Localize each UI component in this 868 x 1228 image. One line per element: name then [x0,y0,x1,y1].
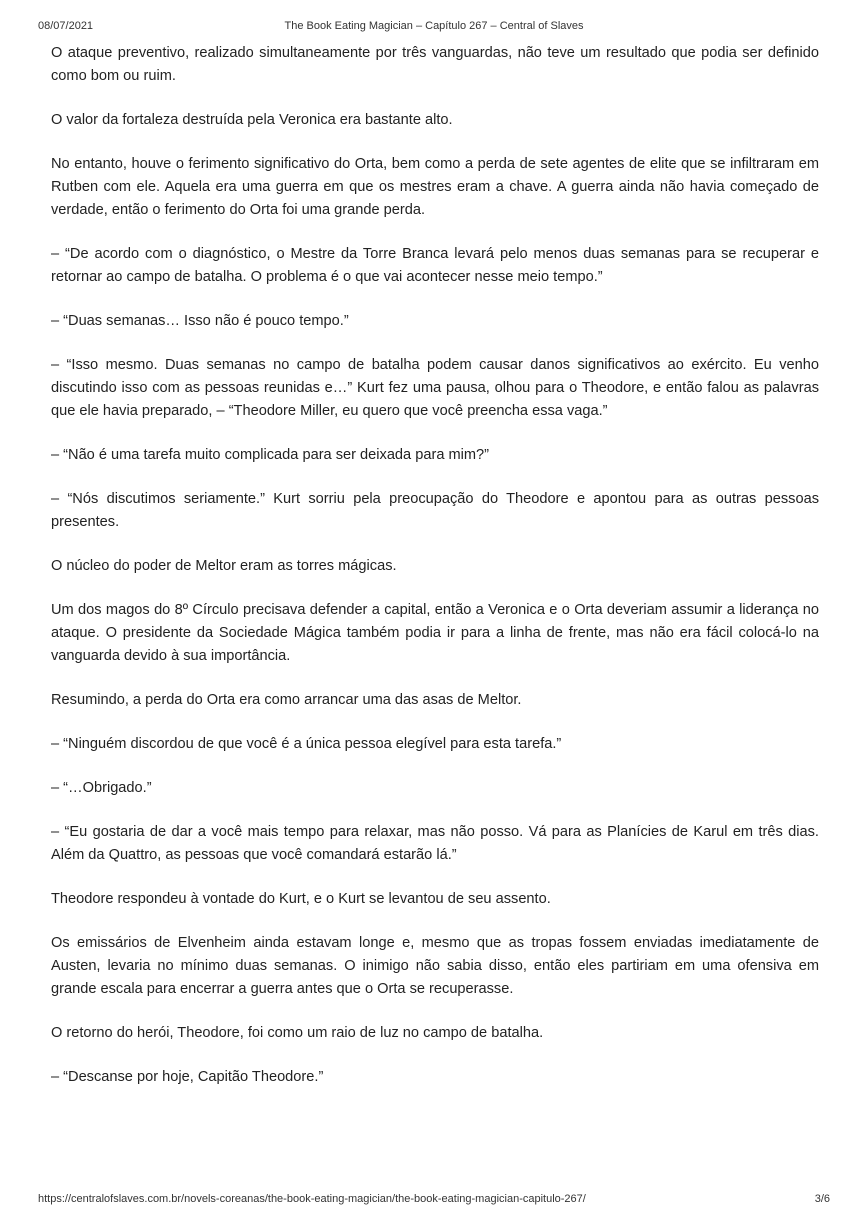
paragraph: Resumindo, a perda do Orta era como arrancar uma das asas de Meltor. [51,692,522,708]
print-footer [38,1193,830,1205]
paragraph: Um dos magos do 8º Círculo precisava defender a capital, então a Veronica e o Orta deveriam assumir a liderança no ataque. O presidente da Sociedade Mágica também podia ir para a linha de frente, mas não era fácil colocá-lo na vanguarda devido à sua importância. [51,602,819,664]
paragraph: O núcleo do poder de Meltor eram as torres mágicas. [51,558,397,574]
paragraph: O valor da fortaleza destruída pela Veronica era bastante alto. [51,112,453,128]
article-body [51,42,819,1110]
page-url: https://centralofslaves.com.br/novels-coreanas/the-book-eating-magician/the-book-eating-magician-capitulo-267/ [38,1193,586,1205]
print-header [38,20,830,32]
paragraph: – “Descanse por hoje, Capitão Theodore.” [51,1069,324,1085]
page-title: The Book Eating Magician – Capítulo 267 – Central of Slaves [284,20,584,32]
paragraph: – “Ninguém discordou de que você é a única pessoa elegível para esta tarefa.” [51,736,562,752]
paragraph: O retorno do herói, Theodore, foi como um raio de luz no campo de batalha. [51,1025,544,1041]
paragraph: O ataque preventivo, realizado simultaneamente por três vanguardas, não teve um resultado que podia ser definido como bom ou ruim. [51,45,819,84]
print-date: 08/07/2021 [38,20,94,32]
paragraph: – “Eu gostaria de dar a você mais tempo para relaxar, mas não posso. Vá para as Planícies de Karul em três dias. Além da Quattro, as pessoas que você comandará estarão lá.” [51,824,819,863]
paragraph: No entanto, houve o ferimento significativo do Orta, bem como a perda de sete agentes de elite que se infiltraram em Rutben com ele. Aquela era uma guerra em que os mestres eram a chave. A guerra ainda não havia começado de verdade, então o ferimento do Orta foi uma grande perda. [51,156,819,218]
paragraph: – “De acordo com o diagnóstico, o Mestre da Torre Branca levará pelo menos duas semanas para se recuperar e retornar ao campo de batalha. O problema é o que vai acontecer nesse meio tempo.” [51,246,819,285]
paragraph: Os emissários de Elvenheim ainda estavam longe e, mesmo que as tropas fossem enviadas imediatamente de Austen, levaria no mínimo duas semanas. O inimigo não sabia disso, então eles partiriam em uma ofensiva em grande escala para encerrar a guerra antes que o Orta se recuperasse. [51,935,819,997]
paragraph: – “Não é uma tarefa muito complicada para ser deixada para mim?” [51,447,490,463]
paragraph: – “…Obrigado.” [51,780,152,796]
paragraph: – “Isso mesmo. Duas semanas no campo de batalha podem causar danos significativos ao exército. Eu venho discutindo isso com as pessoas reunidas e…” Kurt fez uma pausa, olhou para o Theodore, e então falou as palavras que ele havia preparado, – “Theodore Miller, eu quero que você preencha essa vaga.” [51,357,819,419]
paragraph: – “Duas semanas… Isso não é pouco tempo.” [51,313,349,329]
paragraph: Theodore respondeu à vontade do Kurt, e o Kurt se levantou de seu assento. [51,891,551,907]
paragraph: – “Nós discutimos seriamente.” Kurt sorriu pela preocupação do Theodore e apontou para as outras pessoas presentes. [51,491,819,530]
page-number: 3/6 [814,1193,830,1205]
